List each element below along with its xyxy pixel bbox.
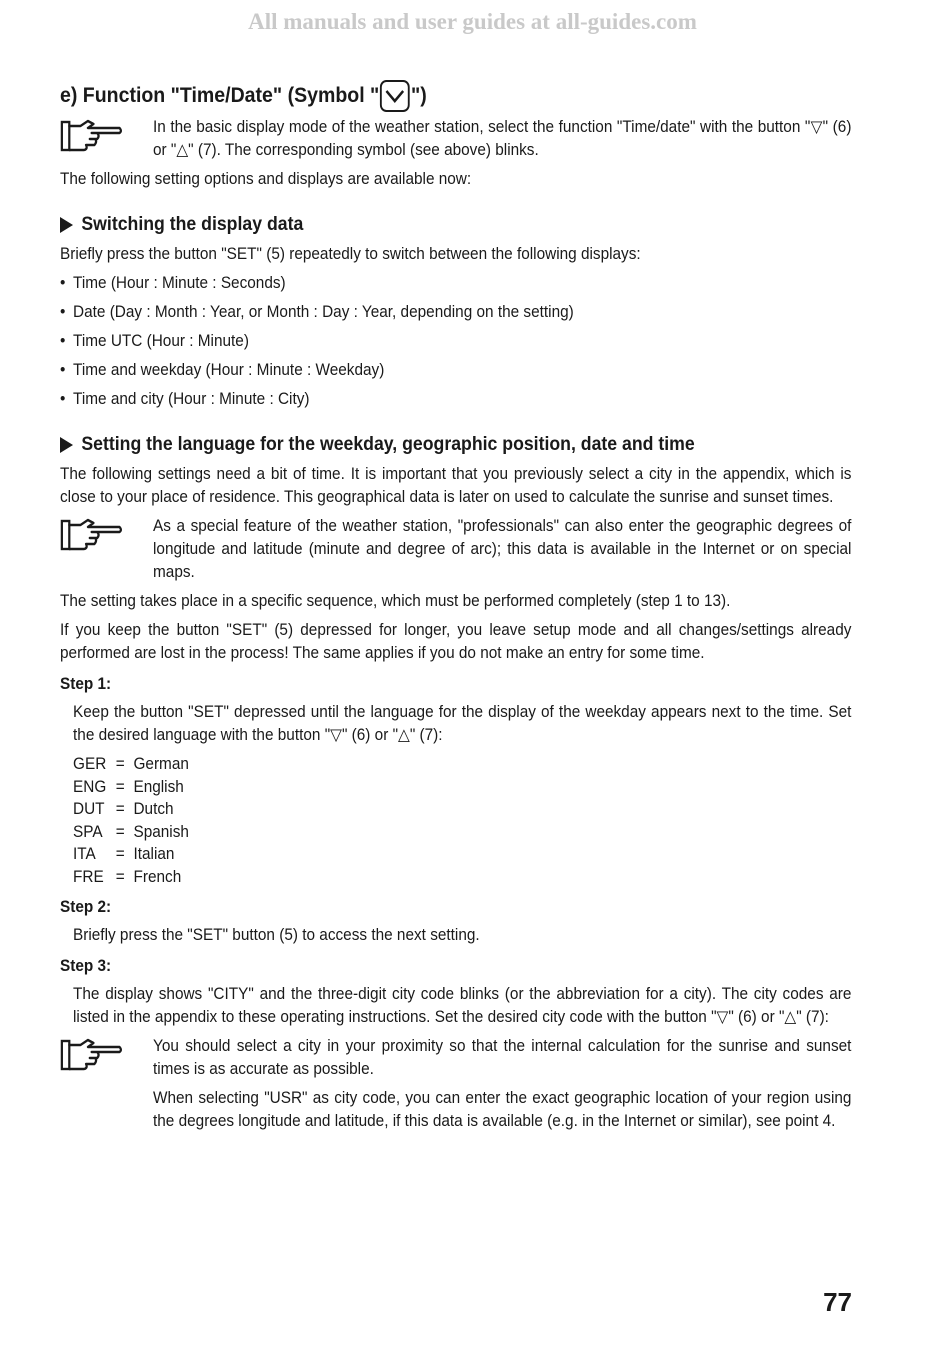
heading-prefix: e) Function "Time/Date" (Symbol " <box>60 84 380 107</box>
step2-text: Briefly press the "SET" button (5) to access the next setting. <box>73 926 480 944</box>
pointing-hand-icon <box>60 1035 153 1080</box>
step3-title: Step 3: <box>60 957 112 975</box>
note-city-text-1: You should select a city in your proximity so that the internal calculation for the sunrise and sunset times is as accurate as possible. <box>153 1037 852 1078</box>
list-item: • Time and weekday (Hour : Minute : Weekday) <box>60 359 851 382</box>
pointing-hand-icon <box>60 515 153 560</box>
table-row: DUT = Dutch <box>73 800 174 818</box>
note-professionals <box>60 515 851 584</box>
table-row: FRE = French <box>73 867 182 886</box>
switching-lead: Briefly press the button "SET" (5) repeatedly to switch between the following displays: <box>60 245 641 263</box>
table-row: SPA = Spanish <box>73 822 189 841</box>
settings-paragraph: The following settings need a bit of time. It is important that you previously select a city in the appendix, which is close to your place of residence. This geographical data is later on used to calculate the sunrise and sunset times. <box>60 465 852 506</box>
table-row: ENG = English <box>73 777 184 796</box>
subheading-switching-label: Switching the display data <box>81 214 304 235</box>
clock-icon <box>380 80 410 112</box>
step1-title: Step 1: <box>60 675 112 693</box>
subheading-language-label: Setting the language for the weekday, geographic position, date and time <box>81 434 695 455</box>
display-list <box>60 272 851 411</box>
step1-text: Keep the button "SET" depressed until the language for the display of the weekday appears next to the time. Set the desired language with the button "▽" (6) or "△" (7): <box>73 703 852 744</box>
step2-title: Step 2: <box>60 898 112 916</box>
step3-text: The display shows "CITY" and the three-digit city code blinks (or the abbreviation for a city). The city codes are listed in the appendix to these operating instructions. Set the desired city code with the button "▽" (6) or "△" (7): <box>73 985 852 1026</box>
note-intro <box>60 116 851 162</box>
watermark: All manuals and user guides at all-guides.com <box>248 9 697 34</box>
page-content <box>60 80 851 1145</box>
table-row: GER = German <box>73 755 189 773</box>
note-city <box>60 1035 851 1139</box>
heading-suffix: ") <box>410 84 427 107</box>
triangle-bullet-icon <box>60 217 73 233</box>
list-item: • Date (Day : Month : Year, or Month : Day : Year, depending on the setting) <box>60 301 851 324</box>
table-row: ITA = Italian <box>73 845 175 863</box>
page-number: 77 <box>823 1287 852 1317</box>
language-table <box>73 753 189 888</box>
section-heading <box>60 80 851 112</box>
subheading-switching <box>60 213 851 237</box>
warning-paragraph: If you keep the button "SET" (5) depressed for longer, you leave setup mode and all changes/settings already performed are lost in the process! The same applies if you do not make an entry for some time. <box>60 621 852 662</box>
note-intro-text: In the basic display mode of the weather station, select the function "Time/date" with the button "▽" (6) or "△" (7). The corresponding symbol (see above) blinks. <box>153 118 852 159</box>
list-item: • Time UTC (Hour : Minute) <box>60 330 851 353</box>
triangle-bullet-icon <box>60 437 73 453</box>
list-item: • Time and city (Hour : Minute : City) <box>60 388 851 411</box>
subheading-language <box>60 433 851 457</box>
pointing-hand-icon <box>60 116 153 161</box>
sequence-paragraph: The setting takes place in a specific sequence, which must be performed completely (step 1 to 13). <box>60 592 731 610</box>
note-city-text-2: When selecting "USR" as city code, you can enter the exact geographic location of your region using the degrees longitude and latitude, if this data is available (e.g. in the Internet or similar), see point 4. <box>153 1089 852 1130</box>
note-professionals-text: As a special feature of the weather station, "professionals" can also enter the geographic degrees of longitude and latitude (minute and degree of arc); this data is available in the Internet or on special maps. <box>153 517 852 581</box>
list-item: • Time (Hour : Minute : Seconds) <box>60 272 851 295</box>
intro-paragraph: The following setting options and displays are available now: <box>60 170 472 188</box>
